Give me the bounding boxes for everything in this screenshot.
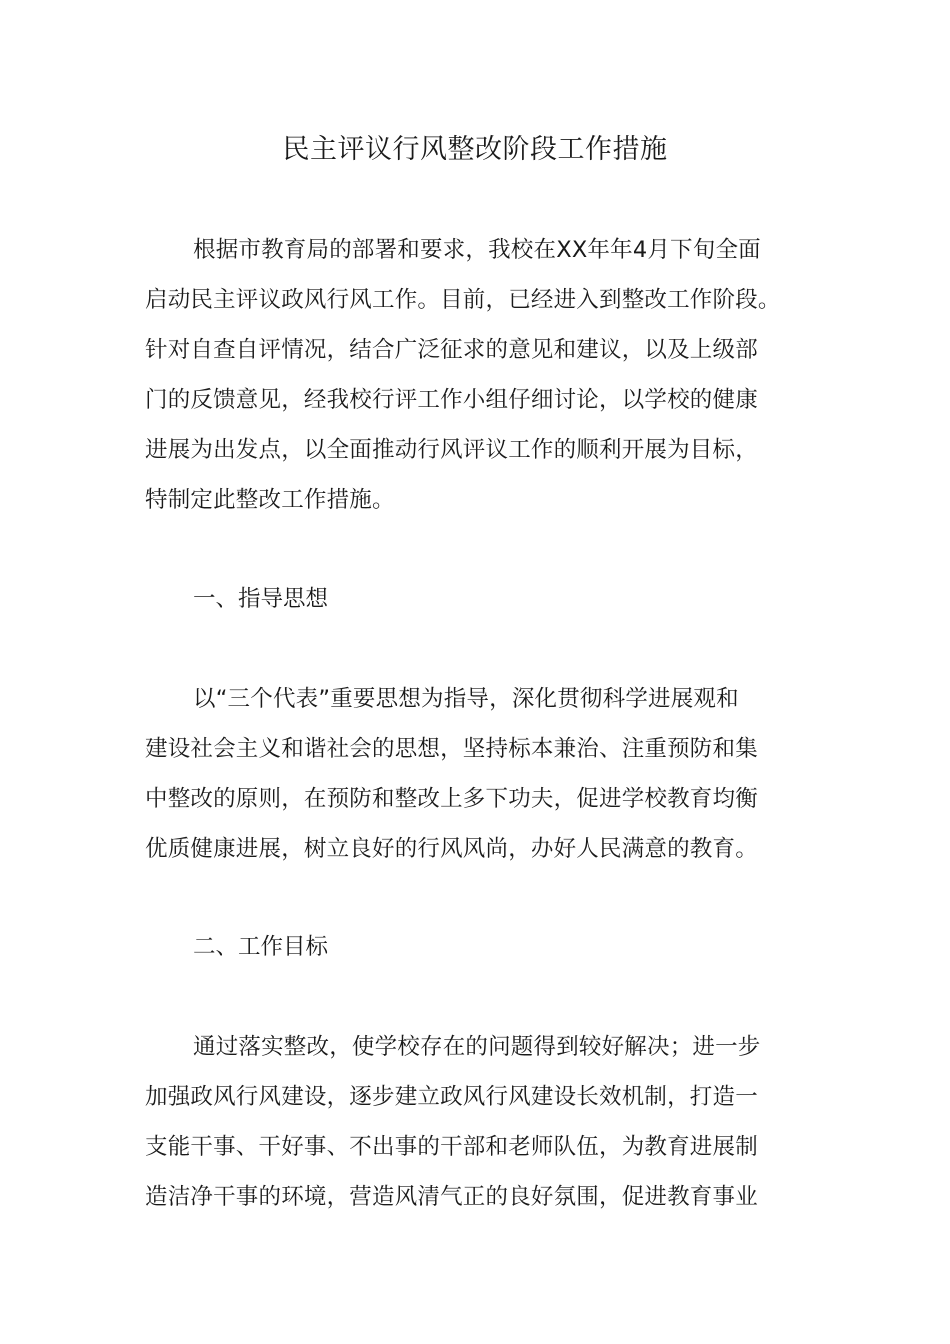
paragraph-line: 支能干事、干好事、不出事的干部和老师队伍，为教育进展制 <box>145 1134 758 1160</box>
paragraph-line: 优质健康进展，树立良好的行风风尚，办好人民满意的教育。 <box>145 836 758 862</box>
paragraph-line: 特制定此整改工作措施。 <box>145 487 395 513</box>
paragraph-line: 进展为出发点，以全面推动行风评议工作的顺利开展为目标， <box>145 437 758 463</box>
section-heading-work-goals: 二、工作目标 <box>193 934 329 960</box>
document-title: 民主评议行风整改阶段工作措施 <box>282 134 668 165</box>
paragraph-line: 加强政风行风建设，逐步建立政风行风建设长效机制，打造一 <box>145 1084 758 1110</box>
intro-paragraph <box>145 225 815 525</box>
work-goals-paragraph <box>145 1022 815 1222</box>
paragraph-line: 通过落实整改，使学校存在的问题得到较好解决；进一步 <box>193 1034 761 1060</box>
paragraph-line: 启动民主评议政风行风工作。目前，已经进入到整改工作阶段。 <box>145 287 781 313</box>
paragraph-line: 针对自查自评情况，结合广泛征求的意见和建议，以及上级部 <box>145 337 758 363</box>
paragraph-line: 根据市教育局的部署和要求，我校在XX年年4月下旬全面 <box>193 237 761 263</box>
paragraph-line: 建设社会主义和谐社会的思想，坚持标本兼治、注重预防和集 <box>145 736 758 762</box>
paragraph-line: 造洁净干事的环境，营造风清气正的良好氛围，促进教育事业 <box>145 1184 758 1210</box>
paragraph-line: 以“三个代表”重要思想为指导，深化贯彻科学进展观和 <box>193 686 739 712</box>
paragraph-line: 门的反馈意见，经我校行评工作小组仔细讨论，以学校的健康 <box>145 387 758 413</box>
paragraph-line: 中整改的原则，在预防和整改上多下功夫，促进学校教育均衡 <box>145 786 758 812</box>
guiding-ideology-paragraph <box>145 674 815 874</box>
section-heading-guiding-ideology: 一、指导思想 <box>193 586 329 612</box>
